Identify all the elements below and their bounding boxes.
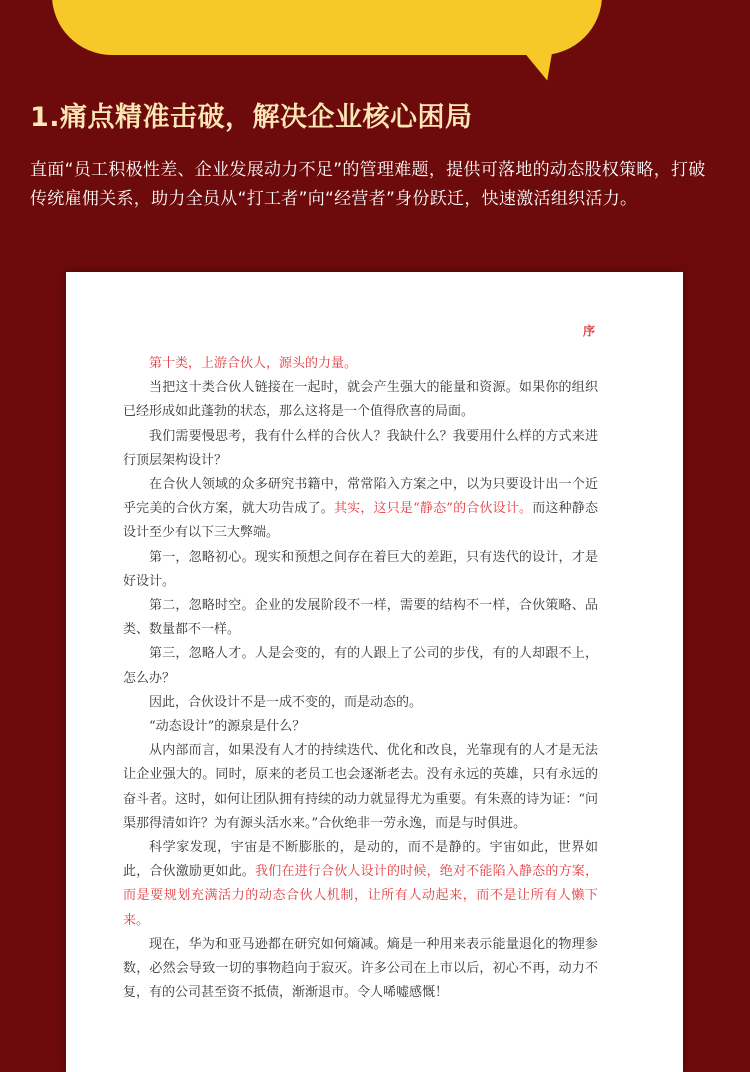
paragraph [123, 933, 598, 1006]
text-run: 因此，合伙设计不是一成不变的，而是动态的。 [149, 694, 423, 710]
page-body [123, 352, 598, 1005]
text-run: 在合伙人领域的众多研究书籍中，常常陷入方案之中，以为只要设计出一个近乎完美的合伙方案，就大功告成了。 [123, 477, 598, 517]
paragraph [123, 691, 598, 715]
paragraph [123, 352, 598, 376]
text-run: 第十类，上游合伙人，源头的力量。 [149, 356, 358, 371]
paragraph [123, 642, 598, 690]
paragraph [123, 739, 598, 836]
text-run: 第三，忽略人才。人是会变的，有的人跟上了公司的步伐，有的人却跟不上，怎么办？ [123, 646, 598, 686]
paragraph [123, 836, 598, 933]
text-run: 第二，忽略时空。企业的发展阶段不一样，需要的结构不一样，合伙策略、品类、数量都不一样。 [123, 598, 598, 638]
paragraph [123, 546, 598, 594]
text-run: 当把这十类合伙人链接在一起时，就会产生强大的能量和资源。如果你的组织已经形成如此蓬勃的状态，那么这将是一个值得欣喜的局面。 [123, 380, 598, 420]
text-run: 而这种静态设计至少有以下三大弊端。 [123, 501, 598, 541]
text-run: 其实，这只是“静态”的合伙设计。 [333, 501, 533, 517]
text-run: “动态设计”的源泉是什么？ [149, 719, 306, 735]
text-run: 我们在进行合伙人设计的时候，绝对不能陷入静态的方案，而是要规划充满活力的动态合伙人机制，让所有人动起来，而不是让所有人懒下来。 [123, 864, 598, 928]
text-run: 我们需要慢思考，我有什么样的合伙人？我缺什么？我要用什么样的方式来进行顶层架构设计？ [123, 428, 598, 468]
page-section-label: 序 [582, 324, 595, 338]
text-run: 从内部而言，如果没有人才的持续迭代、优化和改良，光靠现有的人才是无法让企业强大的。同时，原来的老员工也会逐渐老去。没有永远的英雄，只有永远的奋斗者。这时，如何让团队拥有持续的动力就显得尤为重要。有朱熹的诗为证：“问渠那得清如许？为有源头活水来。”合伙绝非一劳永逸，而是与时俱进。 [123, 743, 598, 831]
intro-paragraph: 直面“员工积极性差、企业发展动力不足”的管理难题，提供可落地的动态股权策略，打破传统雇佣关系，助力全员从“打工者”向“经营者”身份跃迁，快速激活组织活力。 [30, 160, 706, 209]
text-run: 现在，华为和亚马逊都在研究如何熵减。熵是一种用来表示能量退化的物理参数，必然会导致一切的事物趋向于寂灭。许多公司在上市以后，初心不再，动力不复，有的公司甚至资不抵债，渐渐退市。令人唏嘘感慨！ [123, 936, 598, 1001]
paragraph [123, 425, 598, 473]
paragraph [123, 376, 598, 424]
speech-bubble-tail [501, 16, 567, 85]
book-page-excerpt [66, 272, 683, 1072]
paragraph [123, 473, 598, 546]
text-run: 科学家发现，宇宙是不断膨胀的，是动的，而不是静的。宇宙如此，世界如此，合伙激励更如此。 [123, 840, 598, 880]
section-heading: 1.痛点精准击破，解决企业核心困局 [30, 102, 473, 133]
paragraph [123, 594, 598, 642]
text-run: 第一，忽略初心。现实和预想之间存在着巨大的差距，只有迭代的设计，才是好设计。 [123, 549, 598, 589]
paragraph [123, 715, 598, 739]
